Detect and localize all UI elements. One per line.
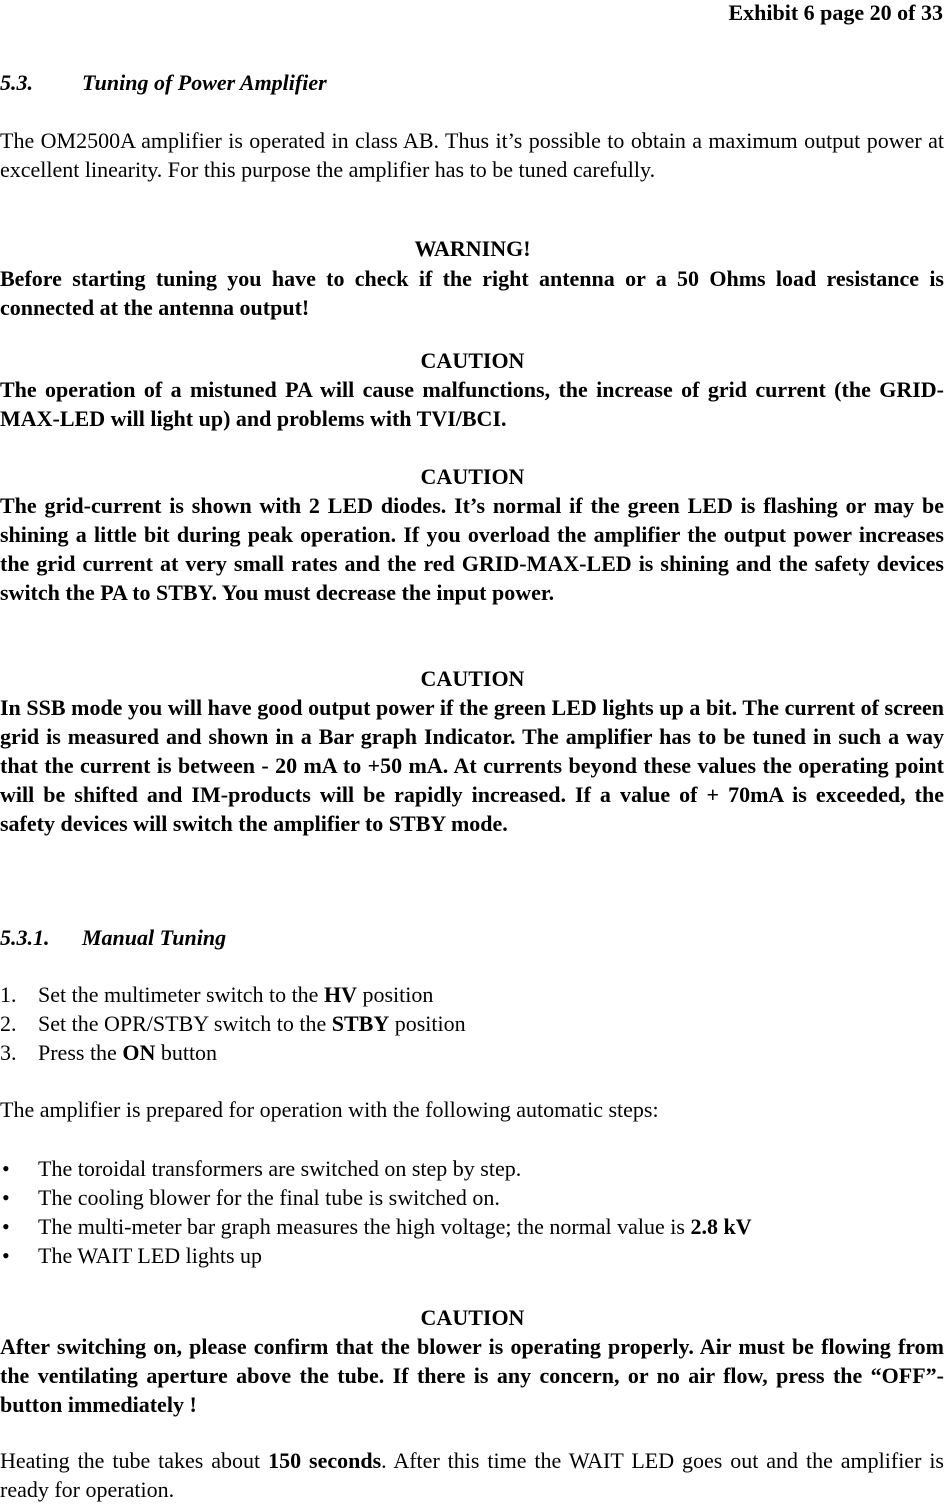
list-item: • The multi-meter bar graph measures the high voltage; the normal value is 2.8 kV — [2, 1214, 752, 1239]
caution-text-2: The grid-current is shown with 2 LED diodes. It’s normal if the green LED is flashing or may be shining a little bit during peak operation. If you overload the amplifier the output power increases the grid current at very small rates and the red GRID-MAX-LED is shining and the safety devices switch the PA to STBY. You must decrease the input power. — [0, 493, 944, 605]
list-item: • The WAIT LED lights up — [2, 1243, 263, 1268]
list-item: • The cooling blower for the final tube is switched on. — [2, 1185, 500, 1210]
page-header: Exhibit 6 page 20 of 33 — [728, 0, 943, 25]
warning-text: Before starting tuning you have to check if the right antenna or a 50 Ohms load resistance is connected at the antenna output! — [0, 266, 944, 320]
caution-text-1: The operation of a mistuned PA will cause malfunctions, the increase of grid current (the GRID-MAX-LED will light up) and problems with TVI/BCI. — [0, 377, 944, 431]
caution-title-4: CAUTION — [420, 1305, 525, 1330]
steps-list — [0, 980, 944, 1067]
caution-title-2: CAUTION — [420, 464, 525, 489]
subsection-heading — [0, 923, 226, 952]
intro-paragraph: The OM2500A amplifier is operated in class AB. Thus it’s possible to obtain a maximum output power at excellent linearity. For this purpose the amplifier has to be tuned carefully. — [0, 128, 944, 182]
warning-title: WARNING! — [414, 236, 531, 261]
bullet-icon: • — [2, 1243, 10, 1268]
caution-text-3: In SSB mode you will have good output power if the green LED lights up a bit. The current of screen grid is measured and shown in a Bar graph Indicator. The amplifier has to be tuned in such a way that the current is between - 20 mA to +50 mA. At currents beyond these values the operating point will be shifted and IM-products will be rapidly increased. If a value of + 70mA is exceeded, the safety devices will switch the amplifier to STBY mode. — [0, 695, 944, 836]
bullet-icon: • — [2, 1214, 10, 1239]
prep-paragraph: The amplifier is prepared for operation with the following automatic steps: — [0, 1097, 659, 1122]
list-item: • The toroidal transformers are switched on step by step. — [2, 1156, 522, 1181]
bullet-list — [0, 1154, 944, 1270]
list-item: 1. Set the multimeter switch to the HV position — [0, 982, 434, 1007]
bullet-icon: • — [2, 1185, 10, 1210]
bullet-icon: • — [2, 1156, 10, 1181]
list-item: 3. Press the ON button — [0, 1040, 218, 1065]
list-item: 2. Set the OPR/STBY switch to the STBY position — [0, 1011, 466, 1036]
caution-title-1: CAUTION — [420, 348, 525, 373]
subsection-number: 5.3.1. — [0, 925, 50, 950]
subsection-title: Manual Tuning — [82, 925, 227, 950]
caution-text-4: After switching on, please confirm that the blower is operating properly. Air must be flowing from the ventilating aperture above the tube. If there is any concern, or no air flow, press the “OFF”-button immediately ! — [0, 1334, 944, 1417]
caution-title-3: CAUTION — [420, 666, 525, 691]
heating-paragraph: Heating the tube takes about 150 seconds. After this time the WAIT LED goes out and the amplifier is ready for operation. — [0, 1448, 944, 1502]
section-number: 5.3. — [0, 70, 33, 95]
section-title: Tuning of Power Amplifier — [82, 70, 327, 95]
section-heading — [0, 68, 327, 97]
